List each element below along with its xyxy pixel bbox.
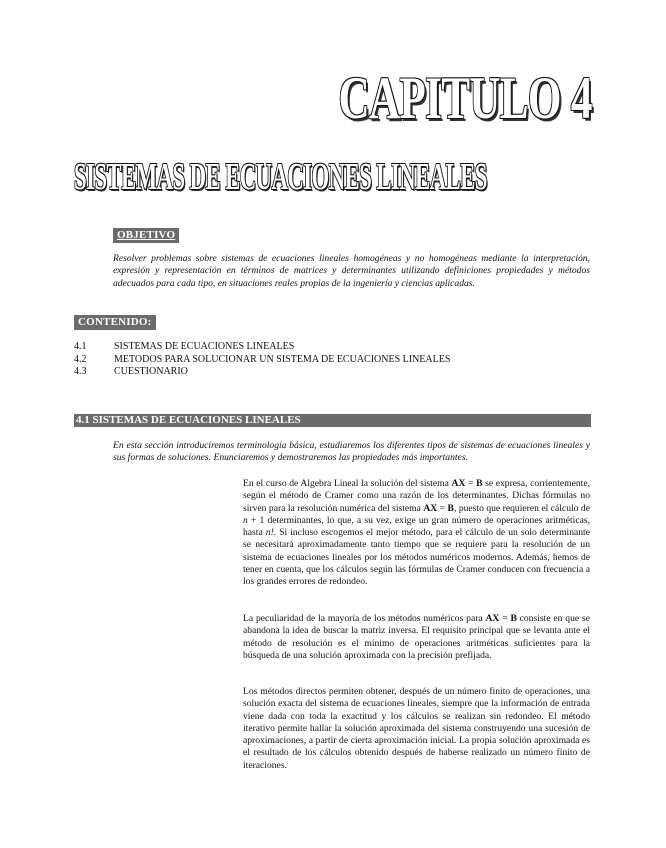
math-b: B (510, 613, 517, 624)
math-ax: AX (485, 613, 500, 624)
text-run: = (499, 613, 511, 624)
toc-item-text: CUESTIONARIO (114, 366, 188, 377)
text-run: = (465, 478, 477, 489)
objetivo-label: OBJETIVO (113, 228, 179, 243)
math-b: B (447, 502, 454, 514)
body-paragraph-1 (243, 478, 590, 589)
text-run: . Si incluso escogemos el mejor método, para el cálculo de un solo determinante se necesitará aproximadamente tanto tiempo que se requiere para la resolución de un sistema de ecuaciones lineales por los métodos numéricos modernos. Además, hemos de tener en cuenta, que los cálculos según las fórmulas de Cramer conducen con frecuencia a los grandes errores de redondeo. (243, 527, 590, 588)
toc-item-number: 4.2 (74, 353, 87, 365)
math-ax: AX (423, 502, 438, 514)
chapter-title: CAPITULO 4 (338, 65, 592, 131)
section-intro: En esta sección introduciremos terminología básica, estudiaremos los diferentes tipos de sistemas de ecuaciones lineales y sus formas de soluciones. Enunciaremos y demostraremos las propiedades más importantes. (113, 440, 590, 464)
table-of-contents (74, 341, 594, 379)
math-b: B (476, 478, 483, 489)
text-run: La peculiaridad de la mayoría de los métodos numéricos para (243, 613, 486, 624)
page-title: SISTEMAS DE ECUACIONES LINEALES (74, 156, 487, 198)
math-ax: AX (451, 478, 466, 489)
toc-item-text: SISTEMAS DE ECUACIONES LINEALES (114, 341, 295, 352)
toc-item (74, 341, 594, 354)
text-run: , puesto que requieren el cálculo de (453, 502, 590, 514)
toc-item (74, 366, 594, 379)
math-n-factorial: n! (265, 527, 274, 539)
toc-item (74, 354, 594, 367)
section-heading: 4.1 SISTEMAS DE ECUACIONES LINEALES (74, 414, 591, 427)
text-run: = (437, 502, 448, 514)
math-n: n (243, 514, 248, 526)
text-run: consiste en que se abandona la idea de buscar la matriz inversa. El requisito principal que se levanta ante el método de resolución es el mínimo de operaciones aritméticas suficientes para la búsqueda de una solución aproximada con la precisión prefijada. (243, 613, 590, 661)
body-paragraph-3: Los métodos directos permiten obtener, después de un número finito de operaciones, una solución exacta del sistema de ecuaciones lineales, siempre que la información de entrada viene dada con toda la exactitud y los cálculos se realizan sin redondeo. El método iterativo permite hallar la solución aproximada del sistema construyendo una sucesión de aproximaciones, a partir de cierta aproximación inicial. La propia solución aproximada es el resultado de los cálculos obtenido después de haberse realizado un número finito de iteraciones. (243, 686, 590, 771)
toc-item-number: 4.3 (74, 366, 87, 377)
text-run: En el curso de Algebra Lineal la solución del sistema (243, 478, 452, 489)
toc-item-number: 4.1 (74, 341, 87, 352)
objetivo-text: Resolver problemas sobre sistemas de ecuaciones lineales homogéneas y no homogéneas mediante la interpretación, expresión y representación en términos de matrices y determinantes utilizando definiciones propiedades y métodos adecuados para cada tipo, en situaciones reales propias de la ingeniería y ciencias aplicadas. (113, 253, 590, 289)
body-paragraph-2 (243, 613, 590, 662)
text-run: se expresa, corrientemente, según el método de Cramer como una razón de los determinantes. Dichas fórmulas no sirven para la resolución numérica del sistema (243, 478, 590, 514)
toc-item-text: METODOS PARA SOLUCIONAR UN SISTEMA DE ECUACIONES LINEALES (114, 353, 451, 365)
text-run: + 1 determinantes, lo que, a su vez, exige un gran número de operaciones aritméticas, hasta (243, 514, 590, 539)
contenido-label: CONTENIDO: (74, 315, 156, 330)
